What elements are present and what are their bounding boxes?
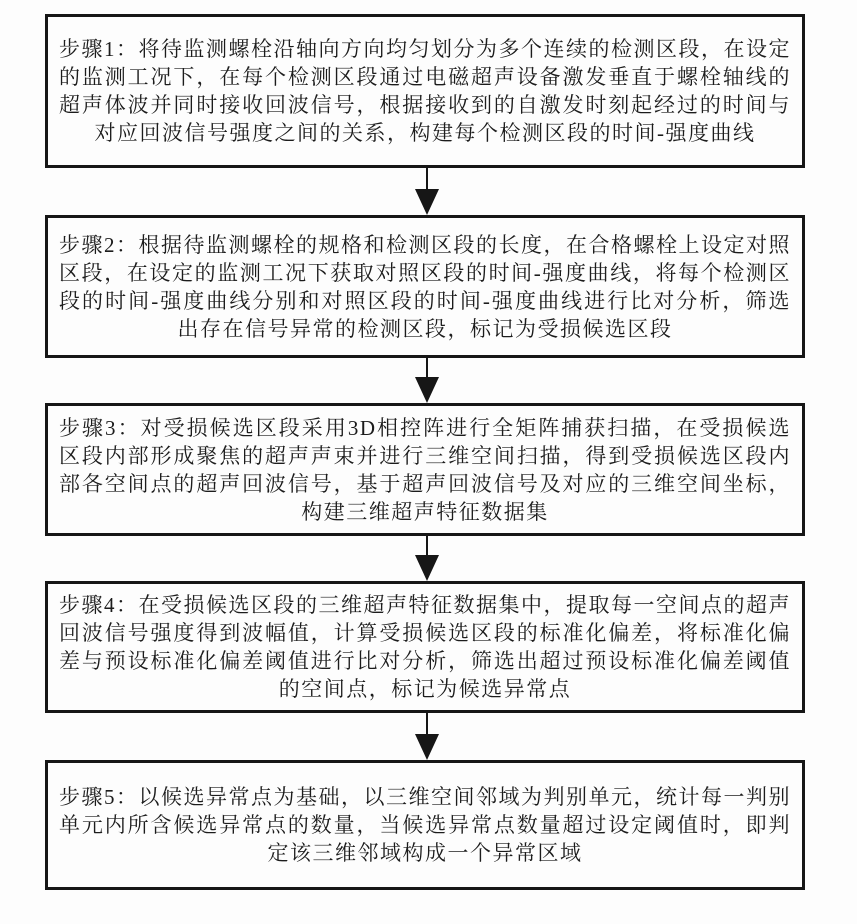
arrow-down-icon [414,358,440,403]
step-4-box [45,581,805,713]
step-5-box [45,760,805,890]
arrow-down-icon [414,168,440,215]
step-3-box [45,403,805,536]
arrow-down-icon [414,536,440,581]
arrow-head [415,734,439,760]
arrow-head [415,555,439,581]
step-2-text: 步骤2：根据待监测螺栓的规格和检测区段的长度，在合格螺栓上设定对照区段，在设定的监测工况下获取对照区段的时间-强度曲线，将每个检测区段的时间-强度曲线分别和对照区段的时间-强度曲线进行比对分析，筛选出存在信号异常的检测区段，标记为受损候选区段 [59,232,791,341]
step-5-text: 步骤5：以候选异常点为基础，以三维空间邻域为判别单元，统计每一判别单元内所含候选异常点的数量，当候选异常点数量超过设定阈值时，即判定该三维邻域构成一个异常区域 [59,785,791,865]
step-2-box [45,215,805,358]
step-1-box [45,14,805,168]
arrow-head [415,377,439,403]
arrow-head [415,189,439,215]
step-1-text: 步骤1：将待监测螺栓沿轴向方向均匀划分为多个连续的检测区段，在设定的监测工况下，在每个检测区段通过电磁超声设备激发垂直于螺栓轴线的超声体波并同时接收回波信号，根据接收到的自激发时刻起经过的时间与对应回波信号强度之间的关系，构建每个检测区段的时间-强度曲线 [59,37,791,145]
step-3-text: 步骤3：对受损候选区段采用3D相控阵进行全矩阵捕获扫描，在受损候选区段内部形成聚焦的超声声束并进行三维空间扫描，得到受损候选区段内部各空间点的超声回波信号，基于超声回波信号及对应的三维空间坐标，构建三维超声特征数据集 [59,415,791,524]
step-4-text: 步骤4：在受损候选区段的三维超声特征数据集中，提取每一空间点的超声回波信号强度得到波幅值，计算受损候选区段的标准化偏差，将标准化偏差与预设标准化偏差阈值进行比对分析，筛选出超过预设标准化偏差阈值的空间点，标记为候选异常点 [59,593,791,701]
arrow-down-icon [414,713,440,760]
